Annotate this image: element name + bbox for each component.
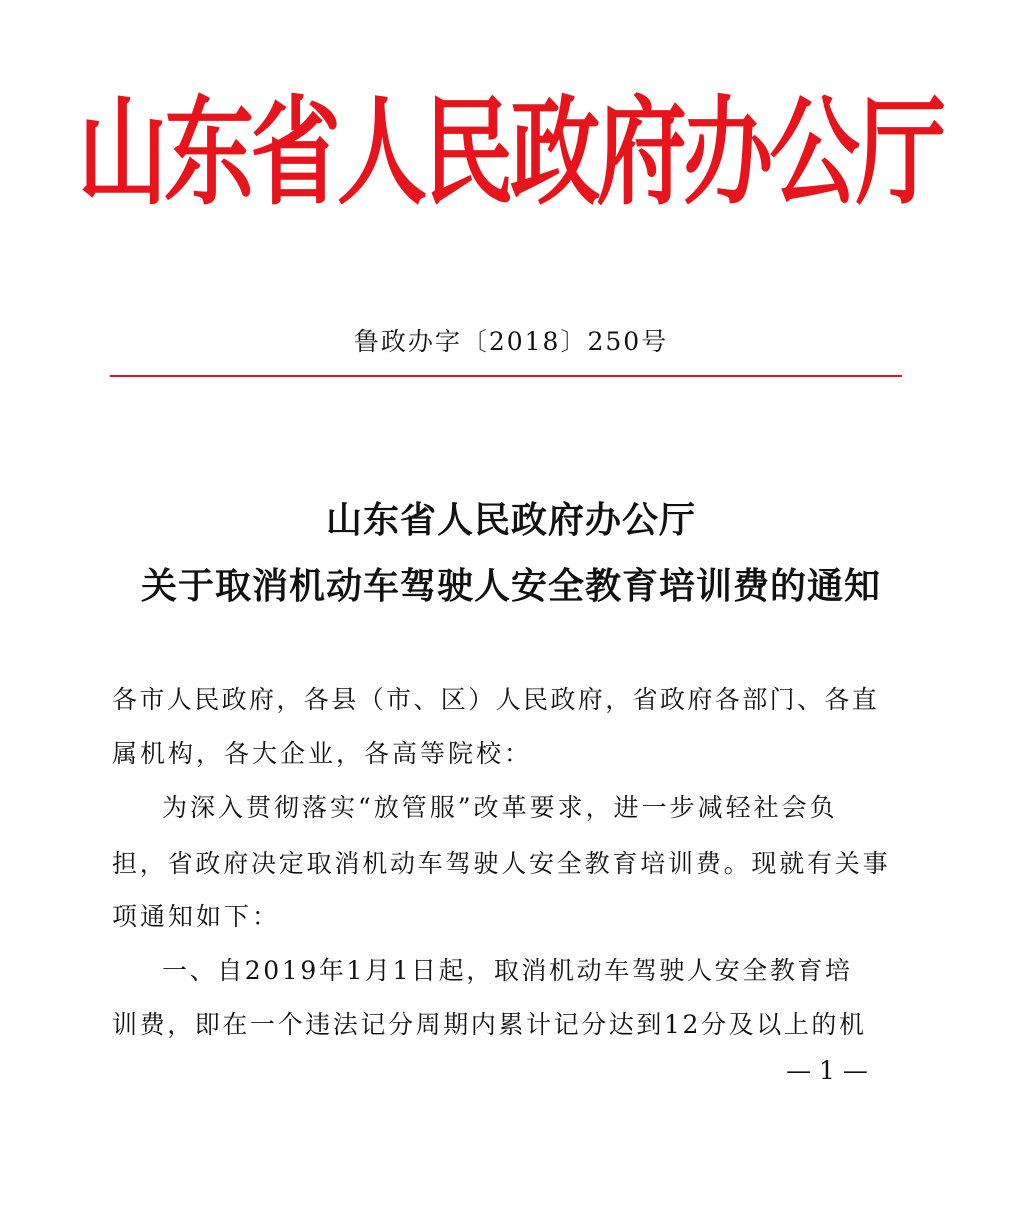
paragraph-2-line-2: 训费，即在一个违法记分周期内累计记分达到12分及以上的机 bbox=[112, 1010, 867, 1039]
recipients-line-1: 各市人民政府，各县（市、区）人民政府，省政府各部门、各直 bbox=[112, 685, 880, 714]
document-title-line-2: 关于取消机动车驾驶人安全教育培训费的通知 bbox=[140, 565, 881, 607]
paragraph-1-line-2: 担，省政府决定取消机动车驾驶人安全教育培训费。现就有关事 bbox=[112, 849, 891, 878]
page-number: — 1 — bbox=[786, 1056, 868, 1085]
red-separator-rule bbox=[110, 375, 902, 377]
recipients-line-2: 属机构，各大企业，各高等院校： bbox=[112, 739, 533, 768]
paragraph-1-line-1: 为深入贯彻落实“放管服”改革要求，进一步减轻社会负 bbox=[162, 793, 838, 822]
paragraph-2-line-1: 一、自2019年1月1日起，取消机动车驾驶人安全教育培 bbox=[162, 956, 853, 985]
masthead-title: 山东省人民政府办公厅 bbox=[77, 83, 943, 221]
paragraph-1-line-3: 项通知如下： bbox=[112, 902, 281, 931]
document-number: 鲁政办字〔2018〕250号 bbox=[353, 327, 669, 356]
document-title-line-1: 山东省人民政府办公厅 bbox=[325, 499, 696, 541]
